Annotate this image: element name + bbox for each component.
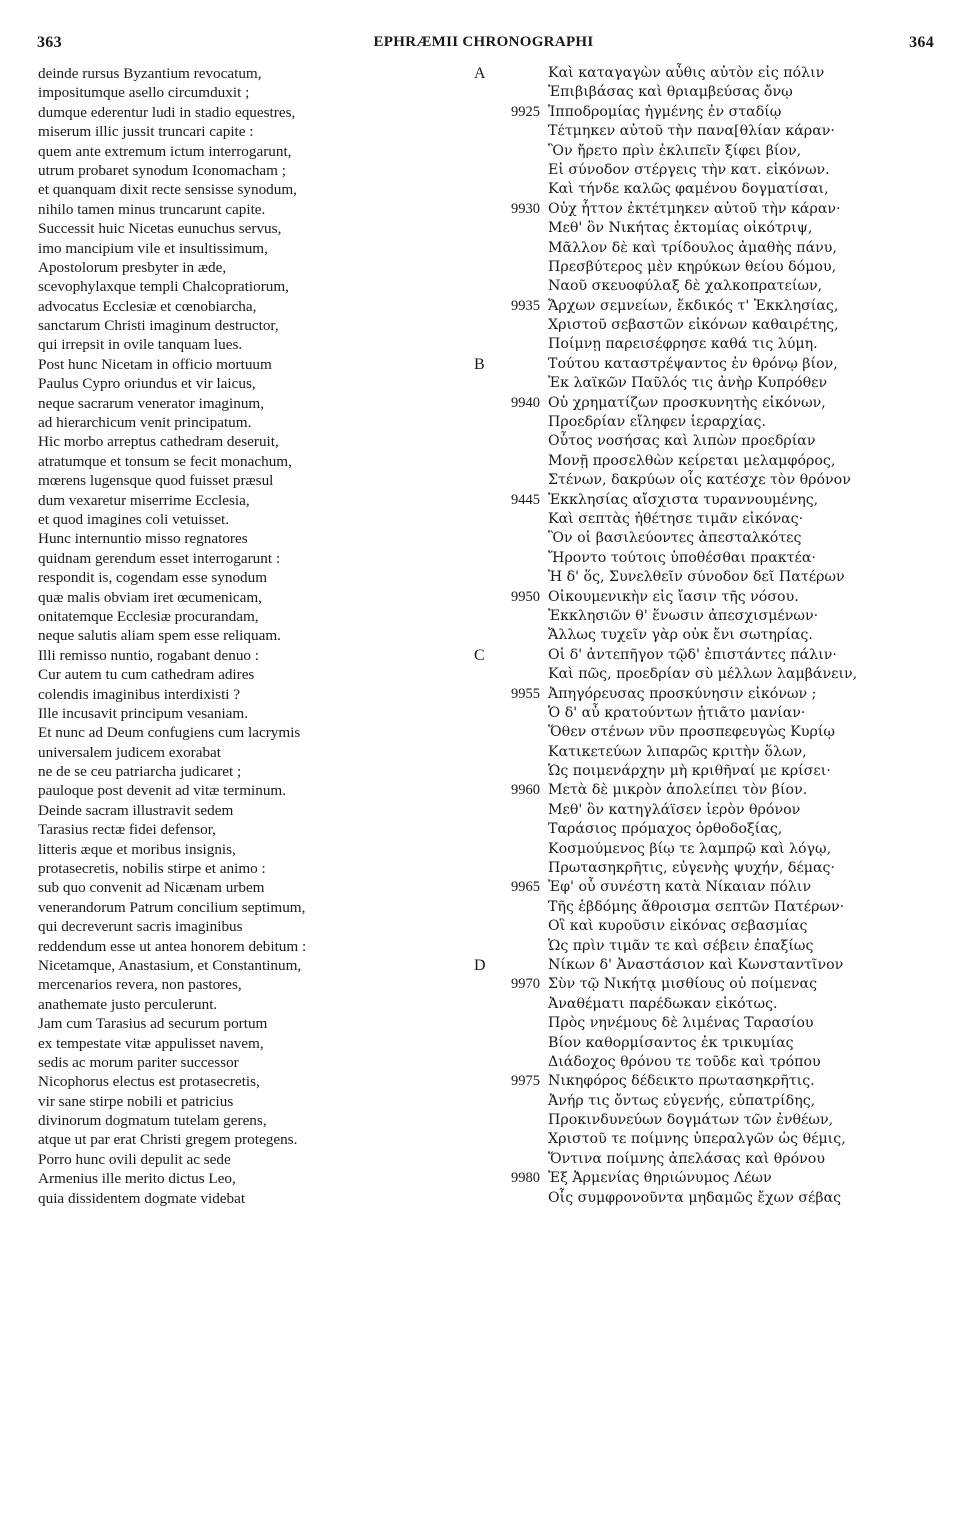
greek-line: Ὡς ποιμενάρχην μὴ κριθῆναί με κρίσει· [548, 763, 831, 780]
greek-line: Ὃν οἱ βασιλεύοντες ἀπεσταλκότες [548, 530, 802, 547]
latin-line: onitatemque Ecclesiæ procurandam, [38, 607, 259, 625]
latin-line: et quanquam dixit recte sensisse synodum, [38, 181, 297, 199]
greek-line: Προεδρίαν εἴληφεν ἱεραρχίας. [548, 414, 766, 431]
greek-line-row [472, 258, 942, 277]
greek-line-row [472, 297, 942, 316]
latin-line: dum vexaretur miserrime Ecclesia, [38, 491, 250, 509]
greek-line: Ἐκκλησιῶν θ' ἕνωσιν ἀπεσχισμένων· [548, 607, 819, 624]
latin-line: qui irrepsit in ovile tanquam lues. [38, 336, 243, 354]
latin-line: Tarasius rectæ fidei defensor, [38, 821, 216, 839]
latin-line: Nicophorus electus est protasecretis, [38, 1073, 260, 1091]
latin-line: ne de se ceu patriarcha judicaret ; [38, 763, 242, 781]
running-title: EPHRÆMII CHRONOGRAPHI [373, 34, 594, 50]
greek-line-row [472, 529, 942, 548]
greek-line: Ἐφ' οὗ συνέστη κατὰ Νίκαιαν πόλιν [548, 879, 812, 896]
latin-line: reddendum esse ut antea honorem debitum : [38, 937, 307, 955]
latin-line: quidnam gerendum esset interrogarunt : [38, 549, 281, 567]
greek-line: Τῆς ἑβδόμης ἄθροισμα σεπτῶν Πατέρων· [548, 898, 845, 915]
greek-line-row [472, 995, 942, 1014]
verse-number: 9940 [511, 394, 540, 411]
greek-line-row [472, 83, 942, 102]
latin-line: litteris æque et moribus insignis, [38, 840, 236, 858]
greek-line: Ὅντινα ποίμνης ἀπελάσας καὶ θρόνου [548, 1150, 825, 1167]
greek-line-row [472, 820, 942, 839]
greek-line-row [472, 704, 942, 723]
greek-line: Κοσμούμενος βίῳ τε λαμπρῷ καὶ λόγῳ, [548, 840, 832, 857]
greek-line: Στένων, δακρύων οἷς κατέσχε τὸν θρόνον [548, 472, 851, 489]
greek-line-row [472, 685, 942, 704]
greek-line: Ἐκκλησίας αἴσχιστα τυραννουμένης, [548, 491, 819, 508]
latin-line: colendis imaginibus interdixisti ? [38, 685, 241, 703]
greek-line: Ὁ δ' αὖ κρατούντων ᾐτιᾶτο μανίαν· [548, 704, 806, 721]
latin-line: Cur autem tu cum cathedram adires [38, 666, 255, 684]
greek-line-row [472, 1111, 942, 1130]
verse-number: 9950 [511, 588, 540, 605]
greek-line: Εἰ σύνοδον στέργεις τὴν κατ. εἰκόνων. [548, 161, 830, 178]
latin-line: quia dissidentem dogmate videbat [38, 1189, 246, 1207]
latin-line: miserum illic jussit truncari capite : [38, 123, 254, 141]
latin-line: scevophylaxque templi Chalcopratiorum, [38, 278, 289, 296]
latin-line: ad hierarchicum venit principatum. [38, 414, 252, 432]
greek-line-row [472, 180, 942, 199]
latin-line: Jam cum Tarasius ad securum portum [38, 1015, 268, 1033]
section-marker: A [474, 65, 486, 82]
greek-line-row [472, 161, 942, 180]
latin-line: Nicetamque, Anastasium, et Constantinum, [38, 956, 302, 974]
greek-line: Ναοῦ σκευοφύλαξ δὲ χαλκοπρατείων, [548, 278, 823, 295]
section-marker: C [474, 646, 485, 664]
latin-line: divinorum dogmatum tutelam gerens, [38, 1112, 267, 1130]
latin-line: Armenius ille merito dictus Leo, [38, 1170, 236, 1188]
latin-line: pauloque post devenit ad vitæ terminum. [38, 782, 287, 800]
greek-line: Οἰκουμενικὴν εἰς ἴασιν τῆς νόσου. [548, 588, 799, 605]
greek-line: Πρὸς νηνέμους δὲ λιμένας Ταρασίου [548, 1015, 814, 1032]
greek-line: Νικηφόρος δέδεικτο πρωτασηκρῆτις. [548, 1073, 815, 1090]
latin-line: universalem judicem exorabat [38, 743, 222, 761]
latin-line: Ille incusavit principum vesaniam. [38, 704, 249, 722]
greek-line: Ἐξ Ἀρμενίας θηριώνυμος Λέων [548, 1170, 772, 1187]
latin-line: atratumque et tonsum se fecit monachum, [38, 452, 292, 470]
greek-line-row [472, 568, 942, 587]
right-page-number: 364 [909, 34, 934, 51]
greek-line-row [472, 607, 942, 626]
greek-line-row [472, 1053, 942, 1072]
greek-line-row [472, 588, 942, 607]
greek-line: Κατικετεύων λιπαρῶς κριτὴν ὅλων, [548, 743, 807, 760]
greek-line: Ἄρχων σεμνείων, ἔκδικός τ' Ἐκκλησίας, [548, 297, 839, 314]
greek-line-row [472, 917, 942, 936]
greek-line: Διάδοχος θρόνου τε τοῦδε καὶ τρόπου [548, 1053, 821, 1070]
greek-line: Βίον καθορμίσαντος ἐκ τρικυμίας [548, 1034, 794, 1051]
greek-line: Ἐπιβιβάσας καὶ θριαμβεύσας ὄνῳ [548, 84, 793, 101]
greek-line-row [472, 122, 942, 141]
greek-line: Πρεσβύτερος μὲν κηρύκων θείου δόμου, [548, 258, 837, 275]
latin-line: Hic morbo arreptus cathedram deseruit, [38, 433, 279, 451]
latin-column [38, 64, 458, 1208]
greek-line-row [472, 1189, 942, 1208]
latin-line: Deinde sacram illustravit sedem [38, 801, 234, 819]
latin-line: imo mancipium vile et insultissimum, [38, 239, 268, 257]
greek-line: Μεθ' ὃν κατηγλάϊσεν ἱερὸν θρόνον [548, 801, 801, 818]
greek-line: Ἤροντο τούτοις ὑποθέσθαι πρακτέα· [548, 549, 816, 566]
greek-line-row [472, 1034, 942, 1053]
greek-line-row [472, 103, 942, 122]
greek-line-row [472, 859, 942, 878]
latin-line: Post hunc Nicetam in officio mortuum [38, 355, 272, 373]
latin-line: anathemate justo perculerunt. [38, 995, 218, 1013]
greek-line-row [472, 64, 942, 83]
greek-line: Οἳ καὶ κυροῦσιν εἰκόνας σεβασμίας [548, 918, 808, 935]
greek-line-row [472, 277, 942, 296]
greek-line: Προκινδυνεύων δογμάτων τῶν ἐνθέων, [548, 1112, 834, 1129]
greek-line: Χριστοῦ σεβαστῶν εἰκόνων καθαιρέτης, [548, 317, 839, 334]
greek-line: Ὃν ἤρετο πρὶν ἐκλιπεῖν ξίφει βίον, [548, 142, 802, 159]
latin-line: sanctarum Christi imaginum destructor, [38, 317, 279, 335]
verse-number: 9960 [511, 782, 540, 799]
latin-line: sub quo convenit ad Nicænam urbem [38, 879, 265, 897]
greek-line-row [472, 374, 942, 393]
greek-line-row [472, 335, 942, 354]
latin-line: utrum probaret synodum Iconomacham ; [38, 161, 286, 179]
greek-line: Τούτου καταστρέψαντος ἐν θρόνῳ βίον, [548, 355, 838, 372]
latin-line: neque sacrarum venerator imaginum, [38, 394, 265, 412]
greek-line: Ἄλλως τυχεῖν γὰρ οὐκ ἔνι σωτηρίας. [548, 627, 813, 644]
greek-line-row [472, 665, 942, 684]
latin-line: Successit huic Nicetas eunuchus servus, [38, 220, 282, 238]
greek-line-row [472, 452, 942, 471]
latin-line: ex tempestate vitæ appulisset navem, [38, 1034, 264, 1052]
greek-line-row [472, 1150, 942, 1169]
greek-line: Καὶ καταγαγὼν αὖθις αὐτὸν εἰς πόλιν [548, 65, 825, 81]
latin-line: quem ante extremum ictum interrogarunt, [38, 142, 292, 160]
latin-line: Illi remisso nuntio, rogabant denuo : [38, 646, 260, 664]
greek-line-row [472, 355, 942, 374]
greek-line-row [472, 219, 942, 238]
latin-line: dumque ederentur ludi in stadio equestres, [38, 103, 296, 121]
greek-line: Μετὰ δὲ μικρὸν ἀπολείπει τὸν βίον. [548, 782, 808, 799]
verse-number: 9445 [511, 491, 540, 508]
latin-line: impositumque asello circumduxit ; [38, 84, 250, 102]
greek-line-row [472, 723, 942, 742]
greek-line: Ὡς πρὶν τιμᾶν τε καὶ σέβειν ἐπαξίως [548, 937, 814, 954]
latin-line: atque ut par erat Christi gregem protegens. [38, 1131, 298, 1149]
greek-line: Ἡ δ' ὅς, Συνελθεῖν σύνοδον δεῖ Πατέρων [548, 569, 845, 586]
greek-line: Οὗτος νοσήσας καὶ λιπὼν προεδρίαν [548, 433, 816, 450]
left-page-number: 363 [37, 34, 62, 51]
greek-line-row [472, 1014, 942, 1033]
greek-line-row [472, 801, 942, 820]
verse-number: 9970 [511, 976, 540, 993]
greek-line-row [472, 626, 942, 645]
greek-line-row [472, 510, 942, 529]
greek-line: Οὐ χρηματίζων προσκυνητὴς εἰκόνων, [548, 394, 826, 411]
latin-line: sedis ac morum pariter successor [38, 1053, 239, 1071]
greek-line-row [472, 975, 942, 994]
verse-number: 9935 [511, 297, 540, 314]
latin-line: protasecretis, nobilis stirpe et animo : [38, 860, 266, 878]
greek-line: Καὶ πῶς, προεδρίαν σὺ μέλλων λαμβάνειν, [548, 666, 858, 683]
greek-line-row [472, 956, 942, 975]
greek-line: Μᾶλλον δὲ καὶ τρίδουλος ἀμαθὴς πάνυ, [548, 239, 837, 256]
greek-line: Καὶ σεπτὰς ἠθέτησε τιμᾶν εἰκόνας· [548, 510, 804, 527]
greek-line: Οἷς συμφρονοῦντα μηδαμῶς ἔχων σέβας [548, 1189, 842, 1206]
greek-line-row [472, 646, 942, 665]
greek-line-row [472, 142, 942, 161]
latin-line: vir sane stirpe nobili et patricius [38, 1092, 234, 1110]
greek-line-row [472, 394, 942, 413]
greek-line: Ἀναθέματι παρέδωκαν εἰκότως. [548, 995, 778, 1012]
greek-line: Ἱπποδρομίας ἠγμένης ἐν σταδίῳ [548, 103, 782, 120]
greek-line-row [472, 239, 942, 258]
greek-line: Μονῇ προσελθὼν κείρεται μελαμφόρος, [548, 452, 836, 469]
greek-column [472, 64, 942, 1208]
latin-line: nihilo tamen minus truncarunt capite. [38, 200, 266, 218]
greek-line: Ποίμνῃ παρεισέφρησε καθά τις λύμη. [548, 336, 818, 353]
greek-line-row [472, 1072, 942, 1091]
latin-line: venerandorum Patrum concilium septimum, [38, 898, 306, 916]
greek-line-row [472, 898, 942, 917]
latin-line: mercenarios revera, non pastores, [38, 976, 242, 994]
verse-number: 9955 [511, 685, 540, 702]
verse-number: 9925 [511, 103, 540, 120]
greek-line: Καὶ τήνδε καλῶς φαμένου δογματίσαι, [548, 181, 829, 198]
greek-line: Ἐκ λαϊκῶν Παῦλός τις ἀνὴρ Κυπρόθεν [548, 375, 828, 392]
greek-line-row [472, 1169, 942, 1188]
greek-line: Οὐχ ἧττον ἐκτέτμηκεν αὐτοῦ τὴν κάραν· [548, 200, 841, 217]
verse-number: 9930 [511, 200, 540, 217]
latin-line: neque salutis aliam spem esse reliquam. [38, 627, 281, 645]
latin-line: Hunc internuntio misso regnatores [38, 530, 248, 548]
latin-line: respondit is, cogendam esse synodum [38, 569, 268, 587]
verse-number: 9975 [511, 1073, 540, 1090]
greek-line: Χριστοῦ τε ποίμνης ὑπεραλγῶν ὡς θέμις, [548, 1131, 846, 1148]
greek-line: Ἀνήρ τις ὄντως εὐγενής, εὐπατρίδης, [548, 1092, 816, 1109]
greek-line-row [472, 1130, 942, 1149]
latin-line: mœrens lugensque quod fuisset præsul [38, 472, 274, 490]
latin-line: et quod imagines coli vetuisset. [38, 510, 230, 528]
greek-line-row [472, 1092, 942, 1111]
greek-line: Σὺν τῷ Νικήτᾳ μισθίους οὐ ποίμενας [548, 976, 818, 993]
latin-line: qui decreverunt sacris imaginibus [38, 918, 243, 936]
latin-line: Paulus Cypro oriundus et vir laicus, [38, 375, 256, 393]
greek-line-row [472, 413, 942, 432]
greek-line: Νίκων δ' Ἀναστάσιον καὶ Κωνσταντῖνον [548, 956, 844, 973]
greek-line: Τέτμηκεν αὐτοῦ τὴν πανα[θλίαν κάραν· [548, 123, 835, 140]
latin-line: deinde rursus Byzantium revocatum, [38, 65, 262, 82]
greek-line: Ὅθεν στένων νῦν προσπεφευγὼς Κυρίῳ [548, 724, 835, 741]
latin-line: advocatus Ecclesiæ et cœnobiarcha, [38, 297, 257, 315]
greek-line-row [472, 432, 942, 451]
greek-line-row [472, 200, 942, 219]
greek-line-row [472, 762, 942, 781]
greek-line-row [472, 491, 942, 510]
greek-line: Οἱ δ' ἀντεπῆγον τῷδ' ἐπιστάντες πάλιν· [548, 646, 837, 663]
latin-line: Apostolorum presbyter in æde, [38, 258, 227, 276]
greek-line: Ἀπηγόρευσας προσκύνησιν εἰκόνων ; [548, 685, 817, 702]
greek-line: Πρωτασηκρῆτις, εὐγενὴς ψυχήν, δέμας· [548, 860, 836, 877]
section-marker: B [474, 355, 485, 373]
greek-line-row [472, 743, 942, 762]
verse-number: 9980 [511, 1170, 540, 1187]
greek-line-row [472, 549, 942, 568]
latin-line: Porro hunc ovili depulit ac sede [38, 1150, 231, 1168]
greek-line-row [472, 840, 942, 859]
latin-line: Et nunc ad Deum confugiens cum lacrymis [38, 724, 301, 742]
greek-line: Ταράσιος πρόμαχος ὀρθοδοξίας, [548, 821, 783, 838]
greek-line-row [472, 471, 942, 490]
verse-number: 9965 [511, 879, 540, 896]
section-marker: D [474, 956, 486, 974]
greek-line-row [472, 781, 942, 800]
greek-line-row [472, 316, 942, 335]
greek-line-row [472, 937, 942, 956]
greek-line-row [472, 878, 942, 897]
latin-line: quæ malis obviam iret œcumenicam, [38, 588, 262, 606]
greek-line: Μεθ' ὃν Νικήτας ἐκτομίας οἰκότριψ, [548, 220, 813, 237]
